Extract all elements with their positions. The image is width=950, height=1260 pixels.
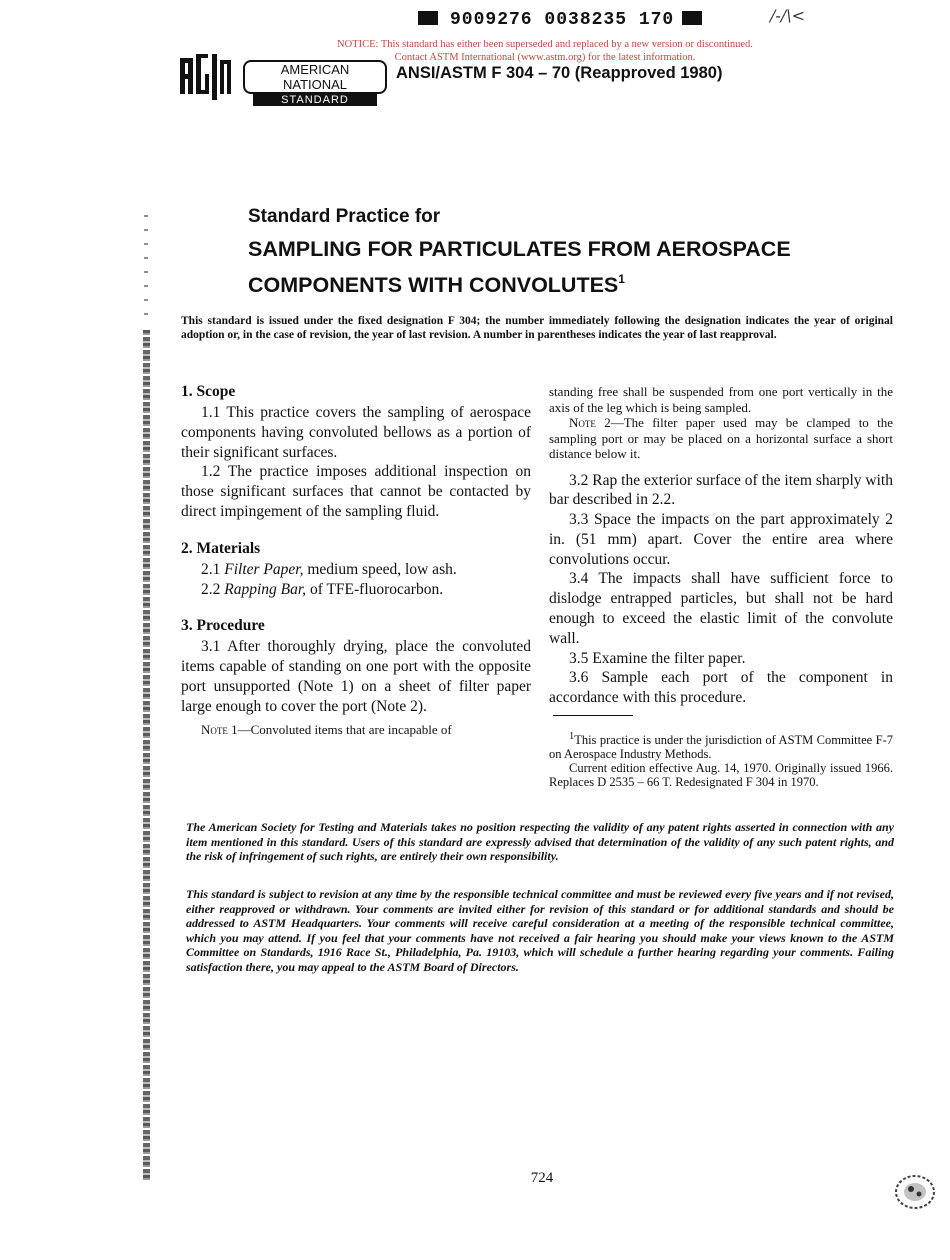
- item-name: Filter Paper,: [224, 560, 304, 578]
- paragraph-3-2: 3.2 Rap the exterior surface of the item sharply with bar described in 2.2.: [549, 471, 893, 509]
- right-column: [549, 384, 893, 789]
- title-line-2: [248, 264, 868, 300]
- document-title: [248, 234, 868, 300]
- document-code: [418, 10, 718, 32]
- item-name: Rapping Bar,: [224, 580, 307, 598]
- ansi-badge: [243, 60, 387, 106]
- item-text: of TFE-fluorocarbon.: [309, 580, 444, 598]
- standard-designation: ANSI/ASTM F 304 – 70 (Reapproved 1980): [396, 64, 723, 82]
- note-label: Note 2: [569, 415, 611, 430]
- note-2: [549, 415, 893, 462]
- item-number: 2.2: [201, 580, 221, 598]
- footnote-1-edition: Current edition effective Aug. 14, 1970. Originally issued 1966. Replaces D 2535 – 66 T. Redesignated F 304 in 1970.: [549, 761, 893, 790]
- astm-logo-graphic: [178, 52, 232, 102]
- paragraph-3-6: 3.6 Sample each port of the component in accordance with this procedure.: [549, 669, 893, 707]
- paragraph-1-2: 1.2 The practice imposes additional inspection on those significant surfaces that cannot be contacted by direct impingement of the sampling fluid.: [181, 463, 531, 520]
- paragraph-3-1: 3.1 After thoroughly drying, place the convoluted items capable of standing on one port with the opposite port unsupported (Note 1) on a sheet of filter paper large enough to cover the port (Note 2).: [181, 638, 531, 715]
- notice-line-2: Contact ASTM International (www.astm.org) for the latest information.: [394, 52, 696, 63]
- barcode-block-right: [682, 11, 702, 25]
- astm-logo-icon: [178, 52, 232, 102]
- seal-icon: [893, 1172, 937, 1212]
- materials-item-2-2: [181, 580, 531, 600]
- section-heading-procedure: 3. Procedure: [181, 617, 265, 635]
- scan-binding-strip: [143, 330, 150, 1180]
- footnote-text: This practice is under the jurisdiction of ASTM Committee F-7 on Aerospace Industry Methods.: [549, 733, 893, 762]
- section-heading-scope: 1. Scope: [181, 383, 236, 400]
- seal-graphic: [893, 1172, 937, 1212]
- ansi-badge-line-2: STANDARD: [253, 94, 377, 106]
- revision-disclaimer: This standard is subject to revision at any time by the responsible technical committee and must be reviewed every five years and if not revised, either reapproved or withdrawn. Your comments are invited either for revision of this standard or for additional standards and should be addressed to ASTM Headquarters. Your comments will receive careful consideration at a meeting of the responsible technical committee, which you may attend. If you feel that your comments have not received a fair hearing you should make your views known to the ASTM Committee on Standards, 1916 Race St., Philadelphia, Pa. 19103, which will schedule a further hearing regarding your comments. Failing satisfaction there, you may appeal to the ASTM Board of Directors.: [186, 887, 894, 974]
- notice-line-1: NOTICE: This standard has either been superseded and replaced by a new version or discontinued.: [337, 39, 753, 50]
- note-1-start: [181, 722, 531, 738]
- issued-statement: This standard is issued under the fixed designation F 304; the number immediately following the designation indicates the year of original adoption or, in the case of revision, the year of last revision. A number in parentheses indicates the year of last reapproval.: [181, 315, 893, 341]
- document-pretitle: Standard Practice for: [248, 206, 441, 227]
- item-number: 2.1: [201, 560, 221, 578]
- left-column: [181, 381, 531, 737]
- ansi-badge-line-1: AMERICAN NATIONAL: [243, 60, 387, 94]
- scan-edge-marks: [144, 215, 148, 325]
- footnote-divider: [553, 715, 633, 716]
- paragraph-3-3: 3.3 Space the impacts on the part approximately 2 in. (51 mm) apart. Cover the entire area where convolutions occur.: [549, 511, 893, 568]
- item-text: medium speed, low ash.: [307, 560, 457, 578]
- note-1-continued: standing free shall be suspended from one port vertically in the axis of the leg which is being sampled.: [549, 384, 893, 415]
- note-text: —The filter paper used may be clamped to the sampling port or may be placed on a horizontal surface a short distance below it.: [549, 415, 893, 461]
- document-code-text: 9009276 0038235 170: [450, 10, 675, 30]
- note-label: Note 1: [201, 721, 238, 737]
- title-line-1: SAMPLING FOR PARTICULATES FROM AEROSPACE: [248, 237, 791, 261]
- materials-item-2-1: [181, 560, 531, 580]
- footnote-1: [549, 730, 893, 761]
- footnote-mark: 1: [569, 731, 575, 743]
- paragraph-3-5: 3.5 Examine the filter paper.: [569, 649, 746, 667]
- barcode-block-left: [418, 11, 438, 25]
- paragraph-3-4: 3.4 The impacts shall have sufficient force to dislodge entrapped particles, but shall not be hard enough to exceed the elastic limit of the convolute wall.: [549, 570, 893, 647]
- section-heading-materials: 2. Materials: [181, 539, 261, 557]
- note-text: —Convoluted items that are incapable of: [237, 721, 452, 737]
- paragraph-1-1: 1.1 This practice covers the sampling of aerospace components having convoluted bellows as a portion of their significant surfaces.: [181, 404, 531, 461]
- page-number: 724: [530, 1170, 554, 1186]
- title-line-2-text: COMPONENTS WITH CONVOLUTES: [248, 273, 619, 297]
- patent-disclaimer: The American Society for Testing and Materials takes no position respecting the validity of any patent rights asserted in connection with any item mentioned in this standard. Users of this standard are expressly advised that determination of the validity of any such patent rights, and the risk of infringement of such rights, are entirely their own responsibility.: [186, 820, 894, 864]
- handwritten-note: /-/\<: [770, 6, 805, 25]
- title-footnote-mark: 1: [618, 272, 625, 286]
